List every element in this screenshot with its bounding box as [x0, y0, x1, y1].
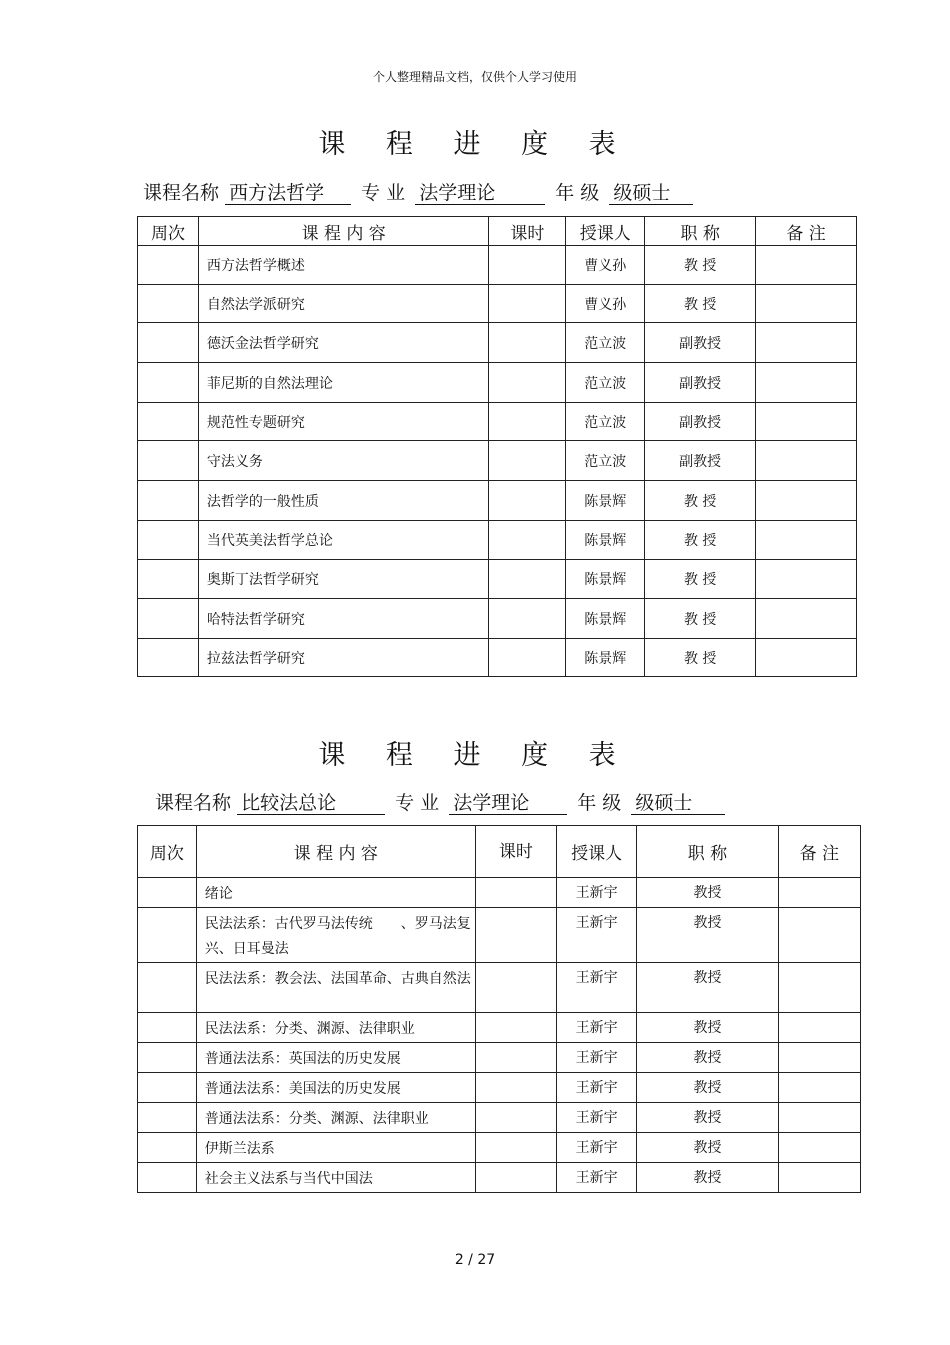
- note-cell: [756, 363, 857, 403]
- note-cell: [778, 878, 860, 908]
- table-row: [138, 363, 857, 403]
- week-cell: [138, 285, 199, 323]
- week-cell: [138, 1133, 197, 1163]
- teacher-cell: 陈景辉: [566, 521, 645, 560]
- rank-cell: 教 授: [645, 285, 756, 323]
- week-cell: [138, 599, 199, 639]
- week-cell: [138, 521, 199, 560]
- content-cell: 当代英美法哲学总论: [198, 521, 489, 560]
- grade-value: 级硕士: [631, 793, 725, 815]
- note-cell: [756, 639, 857, 677]
- major-label: 专 业: [395, 792, 440, 814]
- week-cell: [138, 481, 199, 521]
- table-row: [138, 1163, 861, 1193]
- teacher-cell: 陈景辉: [566, 639, 645, 677]
- rank-cell: 教授: [637, 1043, 778, 1073]
- content-cell: 伊斯兰法系: [196, 1133, 475, 1163]
- teacher-cell: 王新宇: [556, 1163, 637, 1193]
- hours-cell: [475, 878, 556, 908]
- hours-cell: [475, 1163, 556, 1193]
- hours-cell: [489, 285, 566, 323]
- note-cell: [778, 1163, 860, 1193]
- table-row: [138, 481, 857, 521]
- hours-cell: [489, 560, 566, 599]
- col-week: 周次: [138, 217, 199, 246]
- hours-cell: [489, 441, 566, 481]
- header-note: 个人整理精品文档，仅供个人学习使用: [372, 70, 577, 84]
- table-row: [138, 963, 861, 1013]
- rank-cell: 教 授: [645, 521, 756, 560]
- col-hours: 课时: [475, 826, 556, 878]
- col-teacher: 授课人: [566, 217, 645, 246]
- content-cell: 菲尼斯的自然法理论: [198, 363, 489, 403]
- table-row: [138, 1103, 861, 1133]
- teacher-cell: 陈景辉: [566, 560, 645, 599]
- hours-cell: [489, 246, 566, 285]
- teacher-cell: 王新宇: [556, 1133, 637, 1163]
- hours-cell: [475, 1073, 556, 1103]
- rank-cell: 教授: [637, 1163, 778, 1193]
- teacher-cell: 王新宇: [556, 1073, 637, 1103]
- teacher-cell: 范立波: [566, 363, 645, 403]
- col-hours: 课时: [489, 217, 566, 246]
- major-value: 法学理论: [415, 183, 545, 205]
- grade-value: 级硕士: [609, 183, 693, 205]
- hours-cell: [489, 363, 566, 403]
- teacher-cell: 王新宇: [556, 1013, 637, 1043]
- week-cell: [138, 246, 199, 285]
- rank-cell: 教授: [637, 1073, 778, 1103]
- week-cell: [138, 1103, 197, 1133]
- table-row: [138, 285, 857, 323]
- course-name: 比较法总论: [237, 793, 385, 815]
- note-cell: [778, 1103, 860, 1133]
- rank-cell: 教授: [637, 963, 778, 1013]
- col-content: 课 程 内 容: [198, 217, 489, 246]
- table-row: [138, 639, 857, 677]
- hours-cell: [475, 908, 556, 963]
- rank-cell: 副教授: [645, 441, 756, 481]
- teacher-cell: 曹义孙: [566, 246, 645, 285]
- content-cell: 社会主义法系与当代中国法: [196, 1163, 475, 1193]
- teacher-cell: 王新宇: [556, 908, 637, 963]
- course-label: 课程名称: [155, 792, 232, 814]
- rank-cell: 教授: [637, 1013, 778, 1043]
- teacher-cell: 陈景辉: [566, 481, 645, 521]
- page-number: 2 / 27: [454, 1252, 496, 1268]
- week-cell: [138, 560, 199, 599]
- col-note: 备 注: [778, 826, 860, 878]
- table-row: [138, 1133, 861, 1163]
- hours-cell: [475, 963, 556, 1013]
- content-cell: 规范性专题研究: [198, 403, 489, 441]
- week-cell: [138, 1163, 197, 1193]
- table-row: [138, 1073, 861, 1103]
- rank-cell: 教 授: [645, 481, 756, 521]
- table-row: [138, 246, 857, 285]
- week-cell: [138, 403, 199, 441]
- col-week: 周次: [138, 826, 197, 878]
- col-note: 备 注: [756, 217, 857, 246]
- week-cell: [138, 1013, 197, 1043]
- content-cell: 普通法法系：分类、渊源、法律职业: [196, 1103, 475, 1133]
- content-cell: 自然法学派研究: [198, 285, 489, 323]
- teacher-cell: 范立波: [566, 403, 645, 441]
- col-rank: 职 称: [645, 217, 756, 246]
- major-label: 专 业: [361, 182, 406, 204]
- rank-cell: 教 授: [645, 599, 756, 639]
- teacher-cell: 王新宇: [556, 1103, 637, 1133]
- content-cell: 民法法系：教会法、法国革命、古典自然法: [196, 963, 475, 1013]
- rank-cell: 教 授: [645, 560, 756, 599]
- content-cell: 奥斯丁法哲学研究: [198, 560, 489, 599]
- note-cell: [756, 323, 857, 363]
- note-cell: [778, 1013, 860, 1043]
- major-value: 法学理论: [449, 793, 567, 815]
- table-row: [138, 1013, 861, 1043]
- note-cell: [756, 246, 857, 285]
- table-row: [138, 878, 861, 908]
- week-cell: [138, 1043, 197, 1073]
- rank-cell: 教授: [637, 1103, 778, 1133]
- rank-cell: 副教授: [645, 323, 756, 363]
- rank-cell: 教授: [637, 878, 778, 908]
- week-cell: [138, 908, 197, 963]
- week-cell: [138, 323, 199, 363]
- table-header-row: [138, 217, 857, 246]
- hours-cell: [489, 403, 566, 441]
- hours-cell: [489, 521, 566, 560]
- table-header-row: [138, 826, 861, 878]
- content-cell: 守法义务: [198, 441, 489, 481]
- table-row: [138, 441, 857, 481]
- hours-cell: [475, 1013, 556, 1043]
- course-label: 课程名称: [143, 182, 220, 204]
- content-cell: 西方法哲学概述: [198, 246, 489, 285]
- section-2-info: [155, 788, 725, 815]
- rank-cell: 教授: [637, 908, 778, 963]
- hours-cell: [489, 481, 566, 521]
- note-cell: [756, 441, 857, 481]
- rank-cell: 副教授: [645, 363, 756, 403]
- table-row: [138, 908, 861, 963]
- week-cell: [138, 639, 199, 677]
- week-cell: [138, 363, 199, 403]
- hours-cell: [489, 599, 566, 639]
- section-2-title: 课 程 进 度 表: [318, 740, 632, 771]
- content-cell: 法哲学的一般性质: [198, 481, 489, 521]
- content-cell: 普通法法系：英国法的历史发展: [196, 1043, 475, 1073]
- teacher-cell: 王新宇: [556, 963, 637, 1013]
- content-cell: 拉兹法哲学研究: [198, 639, 489, 677]
- table-row: [138, 521, 857, 560]
- teacher-cell: 范立波: [566, 441, 645, 481]
- schedule-table-1: [137, 216, 857, 677]
- table-row: [138, 323, 857, 363]
- content-cell: 德沃金法哲学研究: [198, 323, 489, 363]
- note-cell: [756, 599, 857, 639]
- schedule-table-2: [137, 825, 861, 1193]
- week-cell: [138, 441, 199, 481]
- table-row: [138, 599, 857, 639]
- content-cell: 哈特法哲学研究: [198, 599, 489, 639]
- note-cell: [778, 1043, 860, 1073]
- section-1-info: [143, 178, 693, 205]
- col-rank: 职 称: [637, 826, 778, 878]
- rank-cell: 教 授: [645, 246, 756, 285]
- note-cell: [756, 403, 857, 441]
- col-teacher: 授课人: [556, 826, 637, 878]
- course-name: 西方法哲学: [225, 183, 351, 205]
- hours-cell: [475, 1103, 556, 1133]
- grade-label: 年 级: [555, 182, 600, 204]
- rank-cell: 教授: [637, 1133, 778, 1163]
- content-cell: 普通法法系：美国法的历史发展: [196, 1073, 475, 1103]
- table-row: [138, 403, 857, 441]
- note-cell: [778, 908, 860, 963]
- hours-cell: [489, 323, 566, 363]
- table-row: [138, 1043, 861, 1073]
- teacher-cell: 王新宇: [556, 1043, 637, 1073]
- week-cell: [138, 878, 197, 908]
- grade-label: 年 级: [577, 792, 622, 814]
- note-cell: [756, 560, 857, 599]
- teacher-cell: 王新宇: [556, 878, 637, 908]
- week-cell: [138, 1073, 197, 1103]
- rank-cell: 教 授: [645, 639, 756, 677]
- hours-cell: [489, 639, 566, 677]
- note-cell: [778, 1133, 860, 1163]
- table-row: [138, 560, 857, 599]
- content-cell: 绪论: [196, 878, 475, 908]
- content-cell: 民法法系：分类、渊源、法律职业: [196, 1013, 475, 1043]
- section-1-title: 课 程 进 度 表: [318, 129, 632, 160]
- hours-cell: [475, 1043, 556, 1073]
- teacher-cell: 曹义孙: [566, 285, 645, 323]
- note-cell: [756, 481, 857, 521]
- teacher-cell: 陈景辉: [566, 599, 645, 639]
- note-cell: [756, 521, 857, 560]
- teacher-cell: 范立波: [566, 323, 645, 363]
- rank-cell: 副教授: [645, 403, 756, 441]
- hours-cell: [475, 1133, 556, 1163]
- content-cell: 民法法系：古代罗马法传统 、罗马法复兴、日耳曼法: [196, 908, 475, 963]
- note-cell: [756, 285, 857, 323]
- week-cell: [138, 963, 197, 1013]
- col-content: 课 程 内 容: [196, 826, 475, 878]
- note-cell: [778, 963, 860, 1013]
- note-cell: [778, 1073, 860, 1103]
